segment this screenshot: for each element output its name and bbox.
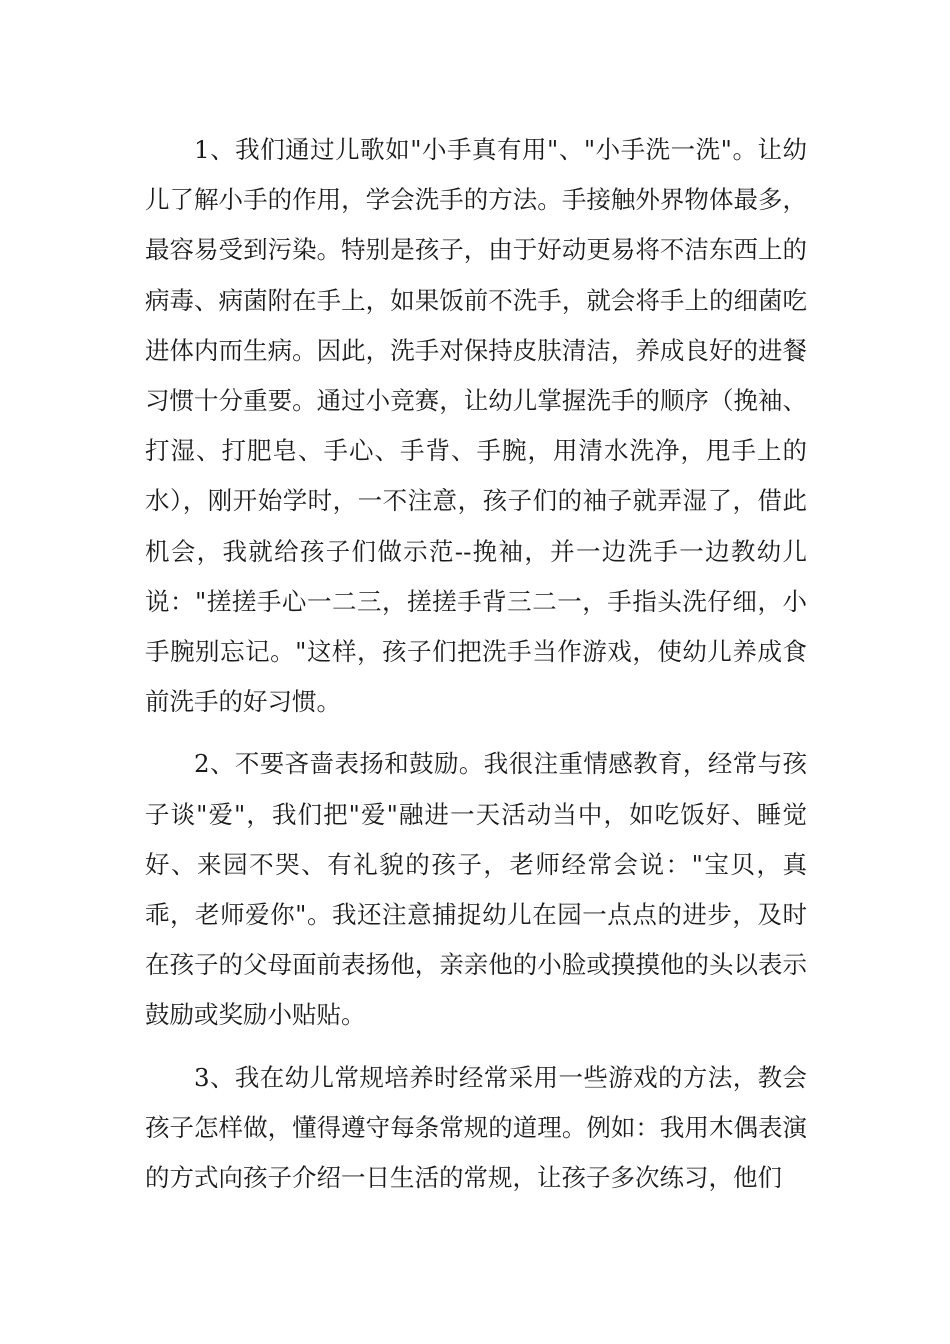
paragraph-3: 3、我在幼儿常规培养时经常采用一些游戏的方法，教会孩子怎样做，懂得遵守每条常规的道理。例如：我用木偶表演的方式向孩子介绍一日生活的常规，让孩子多次练习，他们	[145, 1062, 807, 1193]
document-body	[145, 125, 807, 1203]
paragraph-2: 2、不要吝啬表扬和鼓励。我很注重情感教育，经常与孩子谈"爱"，我们把"爱"融进一天活动当中，如吃饭好、睡觉好、来园不哭、有礼貌的孩子，老师经常会说："宝贝，真乖，老师爱你"。我还注意捕捉幼儿在园一点点的进步，及时在孩子的父母面前表扬他，亲亲他的小脸或摸摸他的头以表示鼓励或奖励小贴贴。	[145, 749, 807, 1030]
paragraph-1: 1、我们通过儿歌如"小手真有用"、"小手洗一洗"。让幼儿了解小手的作用，学会洗手的方法。手接触外界物体最多，最容易受到污染。特别是孩子，由于好动更易将不洁东西上的病毒、病菌附在手上，如果饭前不洗手，就会将手上的细菌吃进体内而生病。因此，洗手对保持皮肤清洁，养成良好的进餐习惯十分重要。通过小竞赛，让幼儿掌握洗手的顺序（挽袖、打湿、打肥皂、手心、手背、手腕，用清水洗净，甩手上的水），刚开始学时，一不注意，孩子们的袖子就弄湿了，借此机会，我就给孩子们做示范--挽袖，并一边洗手一边教幼儿说："搓搓手心一二三，搓搓手背三二一，手指头洗仔细，小手腕别忘记。"这样，孩子们把洗手当作游戏，使幼儿养成食前洗手的好习惯。	[145, 135, 807, 717]
